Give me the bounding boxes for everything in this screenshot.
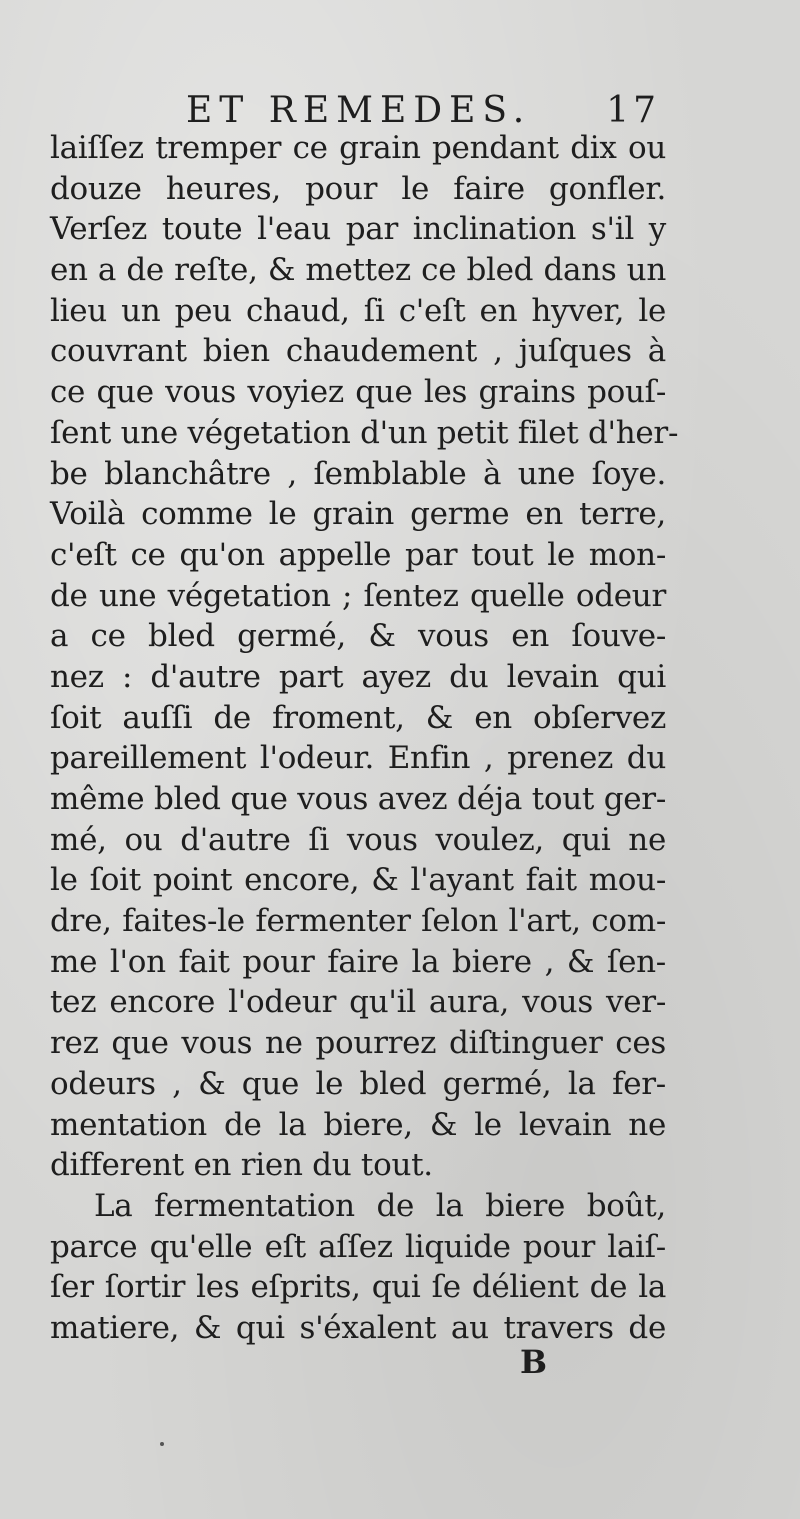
text-line: be blanchâtre , ſemblable à une ſoye. xyxy=(50,455,666,492)
text-line: dre, faites-le fermenter ſelon l'art, com- xyxy=(50,903,666,940)
text-line: nez : d'autre part ayez du levain qui xyxy=(50,658,666,695)
text-line: même bled que vous avez déja tout ger- xyxy=(50,781,666,817)
paragraph-end-line: different en rien du tout. xyxy=(50,1147,433,1184)
paragraph-start-line: La fermentation de la biere boût, xyxy=(94,1187,666,1224)
signature-mark: B xyxy=(520,1343,548,1381)
ink-speck xyxy=(160,1442,164,1446)
text-line: laiſſez tremper ce grain pendant dix ou xyxy=(50,130,666,166)
running-head-title: ET REMEDES. xyxy=(186,90,532,131)
text-line: le ſoit point encore, & l'ayant fait mou- xyxy=(50,862,666,899)
text-line: ce que vous voyiez que les grains pouſ- xyxy=(50,374,666,411)
text-line: pareillement l'odeur. Enfin , prenez du xyxy=(50,740,666,777)
text-line: ſoit auſſi de froment, & en obſervez xyxy=(50,699,666,736)
text-line: tez encore l'odeur qu'il aura, vous ver- xyxy=(50,984,666,1021)
text-line: de une végetation ; ſentez quelle odeur xyxy=(50,577,666,614)
text-line: douze heures, pour le faire gonfler. xyxy=(50,170,666,207)
text-line: Voilà comme le grain germe en terre, xyxy=(50,496,666,533)
text-line: lieu un peu chaud, ſi c'eſt en hyver, le xyxy=(50,292,666,329)
body-text xyxy=(50,128,679,1349)
text-line: ſer ſortir les eſprits, qui ſe délient de la xyxy=(50,1269,666,1306)
text-line: en a de reſte, & mettez ce bled dans un xyxy=(50,252,666,289)
page-number: 17 xyxy=(606,90,660,131)
text-line: rez que vous ne pourrez diſtinguer ces xyxy=(50,1025,666,1062)
text-line: ſent une végetation d'un petit filet d'her- xyxy=(50,414,679,451)
text-line: c'eſt ce qu'on appelle par tout le mon- xyxy=(50,536,666,573)
text-line: me l'on fait pour faire la biere , & ſen- xyxy=(50,943,666,980)
text-line: couvrant bien chaudement , juſques à xyxy=(50,333,666,370)
text-line: Verſez toute l'eau par inclination s'il y xyxy=(50,211,666,248)
text-line: matiere, & qui s'éxalent au travers de xyxy=(50,1309,666,1346)
text-line: odeurs , & que le bled germé, la fer- xyxy=(50,1065,666,1102)
text-line: mentation de la biere, & le levain ne xyxy=(50,1106,666,1143)
text-line: mé, ou d'autre ſi vous voulez, qui ne xyxy=(50,821,666,858)
text-line: a ce bled germé, & vous en ſouve- xyxy=(50,618,666,655)
text-line: parce qu'elle eſt aſſez liquide pour laiſ- xyxy=(50,1228,666,1265)
